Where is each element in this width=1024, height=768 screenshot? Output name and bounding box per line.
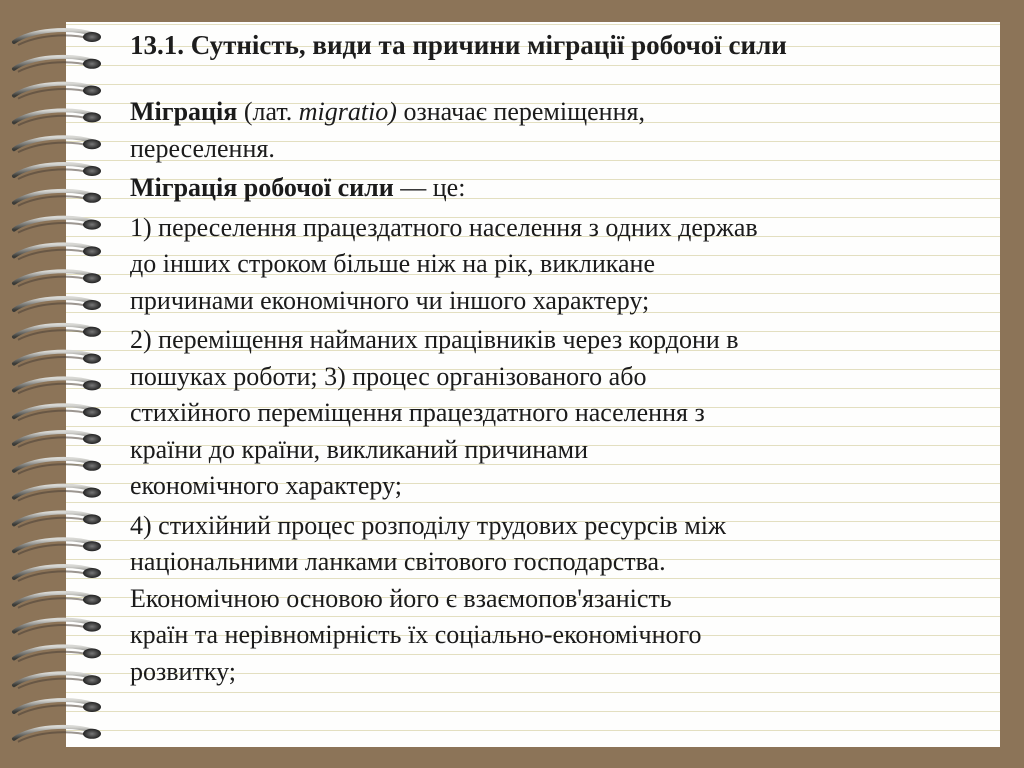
spiral-coil xyxy=(14,325,101,340)
spiral-binding-icon xyxy=(0,22,115,747)
spiral-coil xyxy=(14,620,101,635)
spiral-coil xyxy=(14,539,101,554)
spiral-coil xyxy=(14,566,101,581)
spiral-coil xyxy=(14,432,101,447)
spiral-coil xyxy=(14,352,101,367)
list-item-1: 1) переселення працездатного населення з одних держав до інших строком більше ніж на рік, викликане причинами економічного чи іншого характеру; xyxy=(130,212,758,315)
spiral-coil xyxy=(14,593,101,608)
spiral-coil xyxy=(14,271,101,286)
list-item-4: 4) стихійний процес розподілу трудових ресурсів між національними ланками світового господарства. Економічною основою його є взаємопов'язаність країн та нерівномірність їх соціально-економічного розвитку; xyxy=(130,510,726,686)
spiral-coil xyxy=(14,673,101,688)
spiral-coil xyxy=(14,191,101,206)
latin-word: migratio) xyxy=(298,97,397,126)
spiral-coil xyxy=(14,512,101,527)
spiral-coil xyxy=(14,164,101,179)
spiral-coil xyxy=(14,727,101,742)
definition-labor-migration: Міграція робочої сили — це: xyxy=(130,173,466,202)
spiral-coil xyxy=(14,137,101,152)
spiral-coil xyxy=(14,57,101,72)
spiral-coil xyxy=(14,378,101,393)
page-title: 13.1. Сутність, види та причини міграції робочої сили xyxy=(130,30,787,60)
spiral-coil xyxy=(14,459,101,474)
spiral-coil xyxy=(14,486,101,501)
spiral-coil xyxy=(14,218,101,233)
slide-body xyxy=(130,94,970,690)
list-item-2-3: 2) переміщення найманих працівників через кордони в пошуках роботи; 3) процес організованого або стихійного переміщення працездатного населення з країни до країни, викликаний причинами економічного характеру; xyxy=(130,325,739,500)
spiral-coil xyxy=(14,298,101,313)
spiral-coil xyxy=(14,405,101,420)
spiral-coil xyxy=(14,30,101,45)
spiral-coil xyxy=(14,84,101,99)
spiral-coil xyxy=(14,244,101,259)
term-labor-migration: Міграція робочої сили xyxy=(130,173,394,202)
spiral-coil xyxy=(14,110,101,125)
term-migration: Міграція xyxy=(130,97,238,126)
definition-migration: Міграція (лат. migratio) означає переміщення, переселення. xyxy=(130,97,645,163)
spiral-coil xyxy=(14,646,101,661)
spiral-coil xyxy=(14,700,101,715)
